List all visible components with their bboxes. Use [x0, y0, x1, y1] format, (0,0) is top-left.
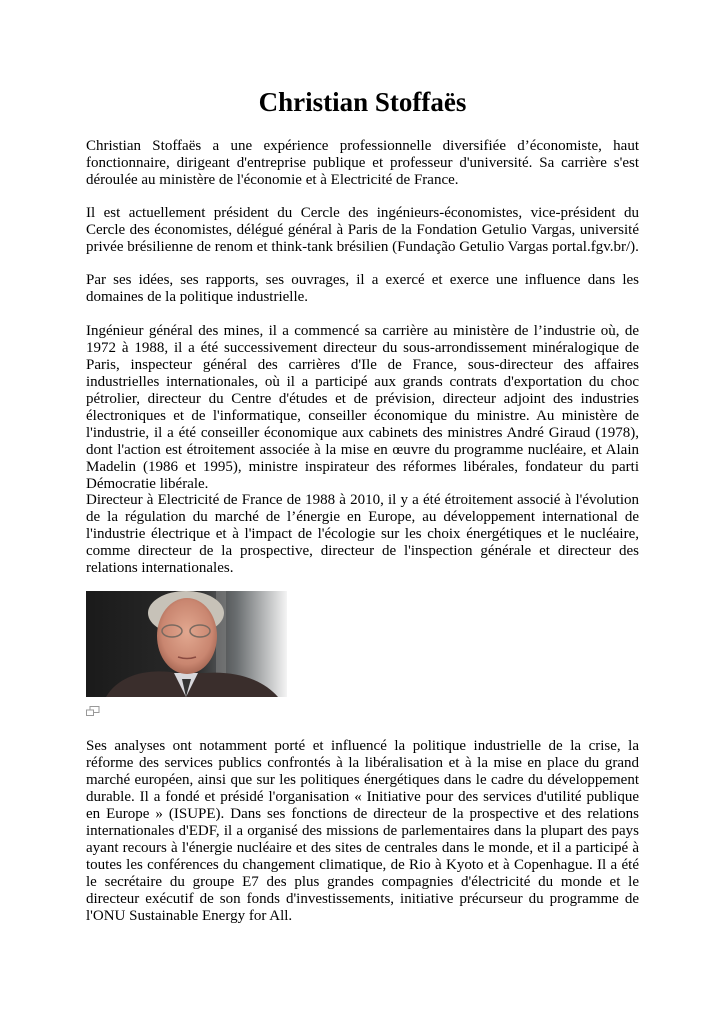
paragraph: Christian Stoffaës a une expérience professionnelle diversifiée d’économiste, haut fonctionnaire, dirigeant d'entreprise publique et professeur d'université. Sa carrière s'est déroulée au ministère de l'économie et à Electricité de France. — [86, 138, 639, 188]
portrait-photo — [86, 591, 287, 697]
page-title: Christian Stoffaës — [258, 87, 467, 117]
image-frame-icon[interactable] — [86, 703, 100, 713]
paragraph: Il est actuellement président du Cercle des ingénieurs-économistes, vice-président du Cercle des économistes, délégué général à Paris de la Fondation Getulio Vargas, université privée brésilienne de renom et think-tank brésilien (Fundação Getulio Vargas portal.fgv.br/). — [86, 205, 639, 255]
paragraph: Ses analyses ont notamment porté et influencé la politique industrielle de la crise, la réforme des services publics confrontés à la libéralisation et à la mise en place du grand marché européen, ainsi que sur les politiques énergétiques dans le cadre du développement durable. Il a fondé et présidé l'organisation « Initiative pour des services d'utilité publique en Europe » (ISUPE). Dans ses fonctions de directeur de la prospective et des relations internationales d'EDF, il a organisé des missions de parlementaires dans la plupart des pays ayant recours à l'énergie nucléaire et des sites de centrales dans le monde, et il a participé à toutes les conférences du changement climatique, de Rio à Kyoto et à Copenhague. Il a été le secrétaire du groupe E7 des plus grandes compagnies d'électricité du monde et le directeur exécutif de son fonds d'investissements, initiative précurseur du programme de l'ONU Sustainable Energy for All. — [86, 738, 639, 924]
paragraph: Ingénieur général des mines, il a commencé sa carrière au ministère de l’industrie où, de 1972 à 1988, il a été successivement directeur du sous-arrondissement minéralogique de Paris, inspecteur général des carrières d'Ile de France, sous-directeur des affaires industrielles internationales, où il a participé aux grands contrats d'exportation du choc pétrolier, directeur du Centre d'études et de prévision, directeur adjoint des industries électroniques et de l'informatique, conseiller économique du ministre. Au ministère de l'industrie, il a été conseiller économique aux cabinets des ministres André Giraud (1978), dont l'action est étroitement associée à la mise en œuvre du programme nucléaire, et Alain Madelin (1986 et 1995), ministre inspirateur des réformes libérales, fondateur du parti Démocratie libérale. — [86, 323, 639, 492]
paragraph: Par ses idées, ses rapports, ses ouvrages, il a exercé et exerce une influence dans les domaines de la politique industrielle. — [86, 272, 639, 305]
paragraph: Directeur à Electricité de France de 1988 à 2010, il y a été étroitement associé à l'évolution de la régulation du marché de l’énergie en Europe, au développement international de l'industrie électrique et à l'impact de l'écologie sur les choix énergétiques et le nucléaire, comme directeur de la prospective, directeur de l'inspection générale et directeur des relations internationales. — [86, 492, 639, 576]
